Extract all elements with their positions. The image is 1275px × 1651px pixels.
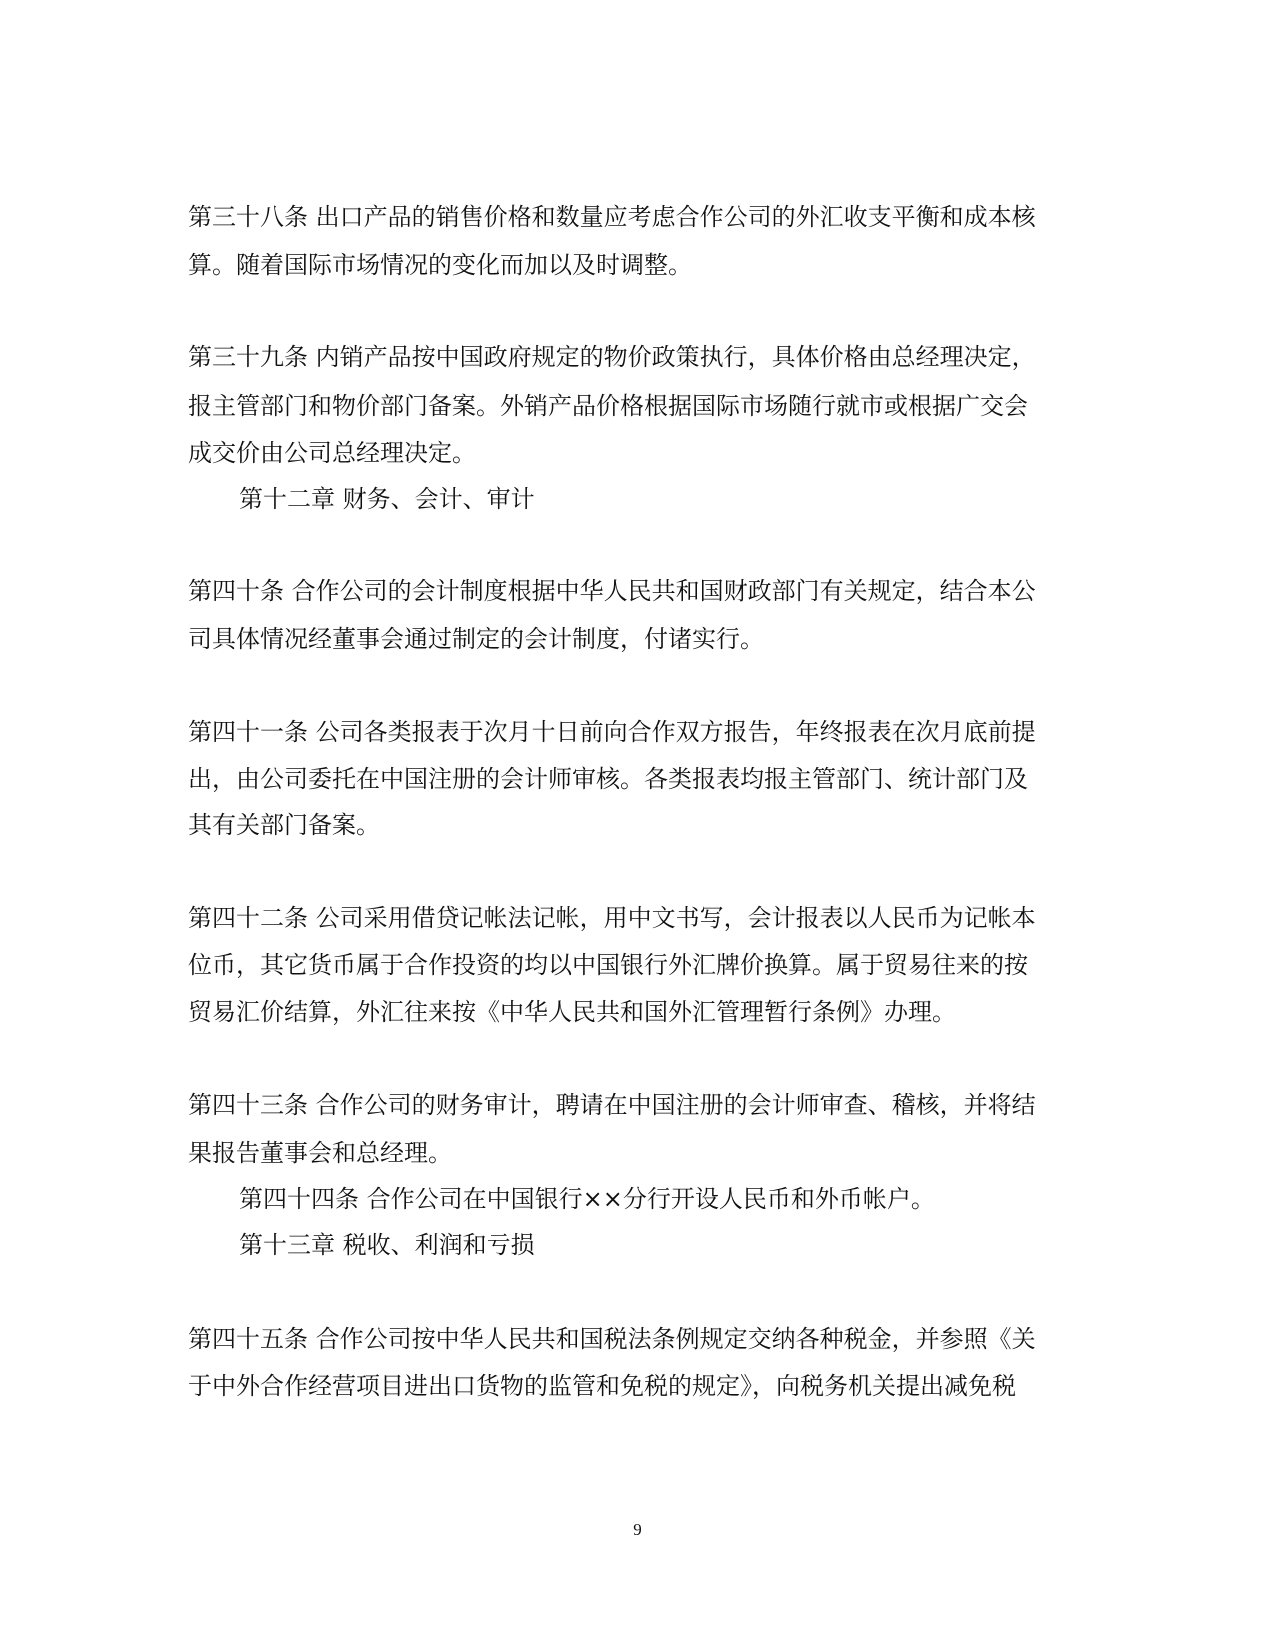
article-40-line-2: 司具体情况经董事会通过制定的会计制度，付诸实行。 [188, 625, 764, 653]
article-39-line-2: 报主管部门和物价部门备案。外销产品价格根据国际市场随行就市或根据广交会 [188, 392, 1028, 420]
article-42-line-3: 贸易汇价结算，外汇往来按《中华人民共和国外汇管理暂行条例》办理。 [188, 998, 956, 1026]
article-45-line-1: 第四十五条 合作公司按中华人民共和国税法条例规定交纳各种税金，并参照《关 [188, 1325, 1036, 1353]
chapter-13-heading: 第十三章 税收、利润和亏损 [239, 1231, 535, 1259]
article-44-line: 第四十四条 合作公司在中国银行××分行开设人民币和外币帐户。 [239, 1185, 935, 1213]
article-42-line-2: 位币，其它货币属于合作投资的均以中国银行外汇牌价换算。属于贸易往来的按 [188, 951, 1028, 979]
article-41-line-1: 第四十一条 公司各类报表于次月十日前向合作双方报告，年终报表在次月底前提 [188, 718, 1036, 746]
article-39-line-1: 第三十九条 内销产品按中国政府规定的物价政策执行，具体价格由总经理决定， [188, 343, 1036, 371]
article-39-line-3: 成交价由公司总经理决定。 [188, 439, 476, 467]
article-41-line-3: 其有关部门备案。 [188, 811, 380, 839]
article-43-line-1: 第四十三条 合作公司的财务审计，聘请在中国注册的会计师审查、稽核，并将结 [188, 1091, 1036, 1119]
article-38-line-2: 算。随着国际市场情况的变化而加以及时调整。 [188, 251, 692, 279]
article-42-line-1: 第四十二条 公司采用借贷记帐法记帐，用中文书写，会计报表以人民币为记帐本 [188, 904, 1036, 932]
chapter-12-heading: 第十二章 财务、会计、审计 [239, 485, 535, 513]
article-45-line-2: 于中外合作经营项目进出口货物的监管和免税的规定》，向税务机关提出减免税 [188, 1372, 1016, 1400]
article-41-line-2: 出，由公司委托在中国注册的会计师审核。各类报表均报主管部门、统计部门及 [188, 765, 1028, 793]
article-38-line-1: 第三十八条 出口产品的销售价格和数量应考虑合作公司的外汇收支平衡和成本核 [188, 203, 1036, 231]
article-43-line-2: 果报告董事会和总经理。 [188, 1139, 452, 1167]
article-40-line-1: 第四十条 合作公司的会计制度根据中华人民共和国财政部门有关规定，结合本公 [188, 577, 1036, 605]
page-number: 9 [633, 1520, 642, 1539]
